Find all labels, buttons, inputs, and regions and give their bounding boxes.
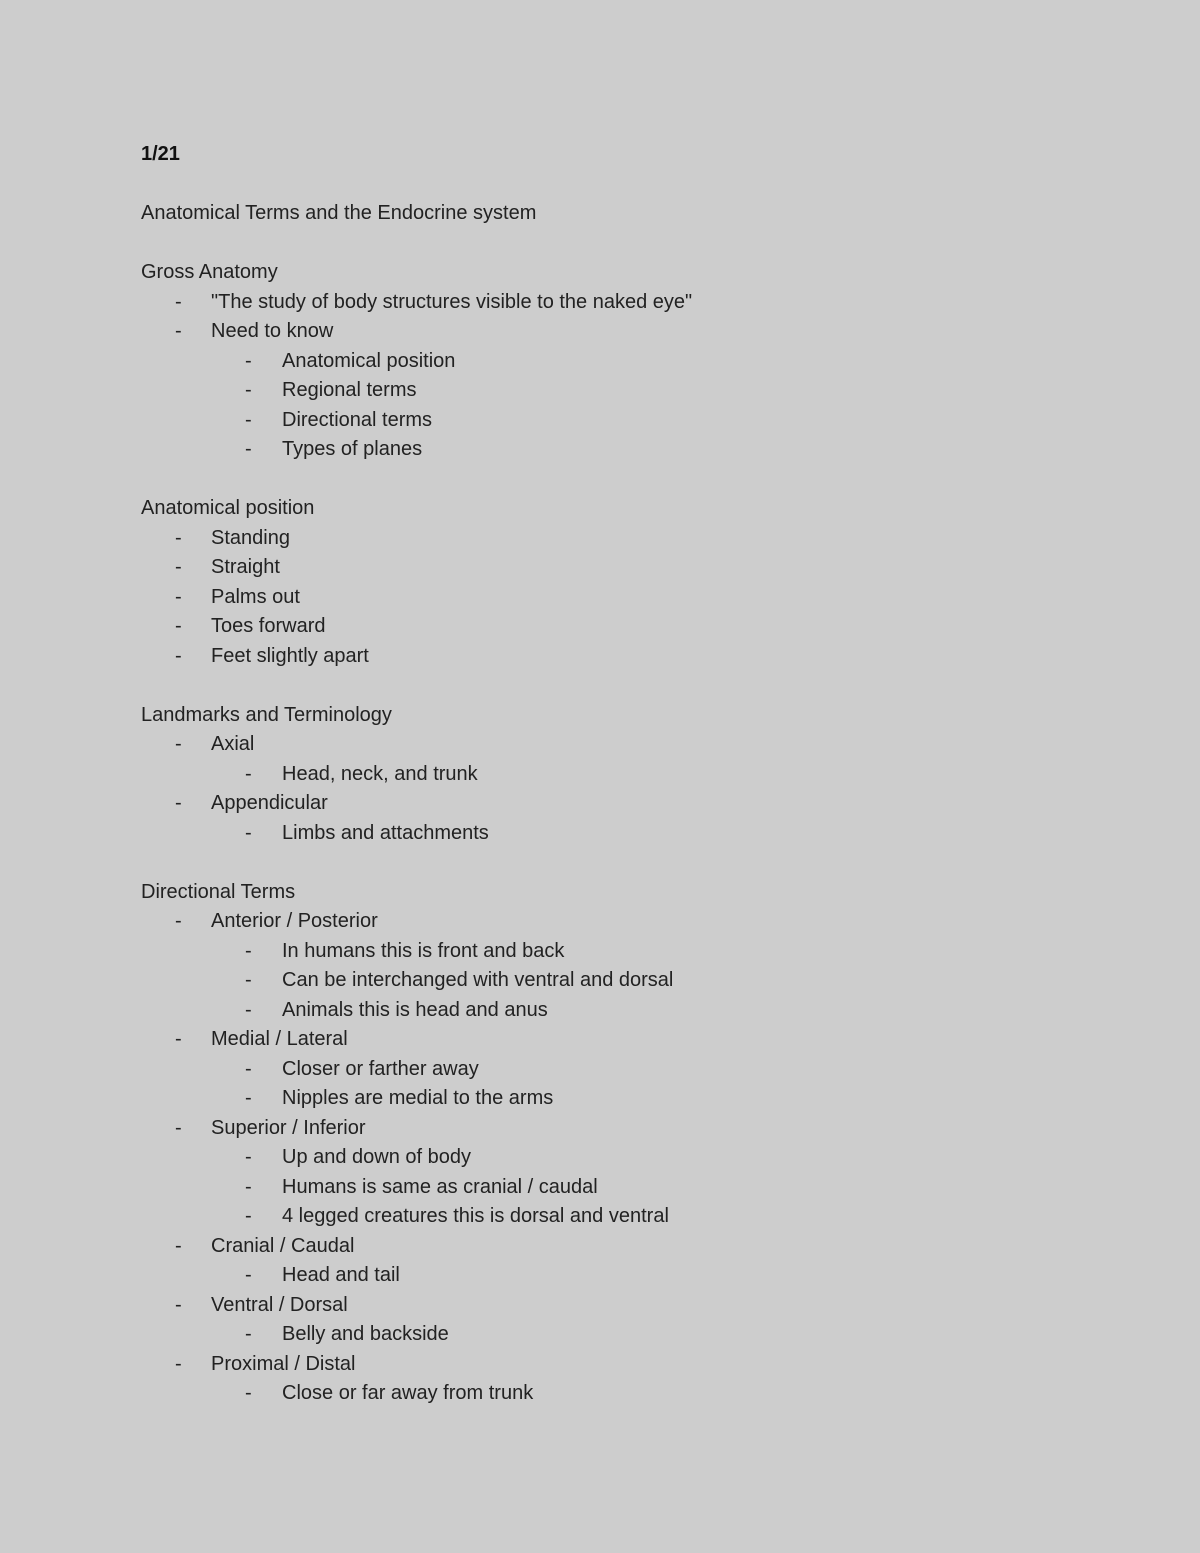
list-item xyxy=(141,524,1141,554)
list-item-text: Cranial / Caudal xyxy=(211,1234,355,1257)
sub-list-item-text: Nipples are medial to the arms xyxy=(282,1087,554,1109)
bullet-dash: - xyxy=(175,556,182,578)
section-spacer xyxy=(141,465,1141,495)
sub-list-item-text: Humans is same as cranial / caudal xyxy=(282,1175,598,1198)
sub-list-item xyxy=(141,347,1141,377)
bullet-dash: - xyxy=(175,1028,182,1050)
bullet-dash: - xyxy=(245,998,252,1021)
sub-list-item-text: Can be interchanged with ventral and dorsal xyxy=(282,969,674,991)
sub-list-item xyxy=(141,1379,1141,1409)
sub-list-item-text: Limbs and attachments xyxy=(282,821,489,844)
bullet-dash: - xyxy=(245,1146,252,1168)
bullet-dash: - xyxy=(245,408,252,431)
bullet-dash: - xyxy=(175,526,182,549)
list-item xyxy=(141,317,1141,347)
section-spacer xyxy=(141,671,1141,701)
sub-list-item xyxy=(141,1143,1141,1173)
list-item xyxy=(141,1291,1141,1321)
sub-list-item xyxy=(141,1173,1141,1203)
bullet-dash: - xyxy=(245,1323,252,1345)
list-item-text: Standing xyxy=(211,526,290,549)
bullet-dash: - xyxy=(175,1293,182,1316)
list-item-text: Axial xyxy=(211,733,255,755)
sub-list-item xyxy=(141,1261,1141,1291)
sub-list-item xyxy=(141,1202,1141,1232)
bullet-dash: - xyxy=(245,1205,252,1227)
sub-list-item xyxy=(141,996,1141,1026)
bullet-dash: - xyxy=(245,969,252,991)
sub-list-item xyxy=(141,435,1141,465)
sub-list-item-text: Closer or farther away xyxy=(282,1057,479,1080)
bullet-dash: - xyxy=(245,762,252,785)
sub-list-item xyxy=(141,406,1141,436)
bullet-dash: - xyxy=(245,379,252,401)
bullet-dash: - xyxy=(175,910,182,932)
list-item xyxy=(141,583,1141,613)
bullet-dash: - xyxy=(245,1057,252,1080)
document-title: Anatomical Terms and the Endocrine system xyxy=(141,202,537,224)
bullet-dash: - xyxy=(175,1234,182,1257)
bullet-dash: - xyxy=(175,1116,182,1139)
note-date: 1/21 xyxy=(141,143,180,165)
list-item-text: Feet slightly apart xyxy=(211,644,369,667)
notes-body xyxy=(141,229,1141,1409)
section-spacer xyxy=(141,229,1141,259)
bullet-dash: - xyxy=(175,585,182,608)
section-heading: Landmarks and Terminology xyxy=(141,703,392,726)
bullet-dash: - xyxy=(175,733,182,755)
sub-list-item-text: Up and down of body xyxy=(282,1146,472,1168)
list-item-text: Appendicular xyxy=(211,792,328,814)
list-item-text: Palms out xyxy=(211,585,300,608)
sub-list-item-text: In humans this is front and back xyxy=(282,939,565,962)
list-item-text: "The study of body structures visible to the naked eye" xyxy=(211,290,693,313)
sub-list-item xyxy=(141,760,1141,790)
section-spacer xyxy=(141,848,1141,878)
section-heading: Anatomical position xyxy=(141,497,315,519)
sub-list-item-text: Head, neck, and trunk xyxy=(282,762,478,785)
list-item xyxy=(141,1350,1141,1380)
list-item-text: Superior / Inferior xyxy=(211,1116,366,1139)
list-item-text: Proximal / Distal xyxy=(211,1352,356,1375)
list-item-text: Toes forward xyxy=(211,615,326,637)
list-item xyxy=(141,288,1141,318)
bullet-dash: - xyxy=(245,821,252,844)
notes-page xyxy=(141,140,1141,1409)
list-item-text: Medial / Lateral xyxy=(211,1028,348,1050)
bullet-dash: - xyxy=(175,615,182,637)
bullet-dash: - xyxy=(245,1175,252,1198)
list-item xyxy=(141,612,1141,642)
list-item xyxy=(141,1232,1141,1262)
bullet-dash: - xyxy=(175,644,182,667)
sub-list-item-text: 4 legged creatures this is dorsal and ventral xyxy=(282,1205,669,1227)
list-item-text: Anterior / Posterior xyxy=(211,910,378,932)
bullet-dash: - xyxy=(175,320,182,342)
bullet-dash: - xyxy=(245,1382,252,1404)
sub-list-item-text: Animals this is head and anus xyxy=(282,998,548,1021)
sub-list-item-text: Head and tail xyxy=(282,1264,400,1286)
list-item xyxy=(141,1114,1141,1144)
bullet-dash: - xyxy=(245,349,252,372)
sub-list-item-text: Close or far away from trunk xyxy=(282,1382,534,1404)
sub-list-item-text: Belly and backside xyxy=(282,1323,449,1345)
bullet-dash: - xyxy=(175,792,182,814)
sub-list-item xyxy=(141,966,1141,996)
list-item xyxy=(141,642,1141,672)
sub-list-item xyxy=(141,819,1141,849)
section-heading: Directional Terms xyxy=(141,880,296,903)
bullet-dash: - xyxy=(175,290,182,313)
list-item-text: Ventral / Dorsal xyxy=(211,1293,348,1316)
bullet-dash: - xyxy=(245,1264,252,1286)
list-item xyxy=(141,789,1141,819)
sub-list-item-text: Directional terms xyxy=(282,408,433,431)
sub-list-item xyxy=(141,1084,1141,1114)
list-item xyxy=(141,1025,1141,1055)
list-item-text: Straight xyxy=(211,556,280,578)
list-item-text: Need to know xyxy=(211,320,334,342)
bullet-dash: - xyxy=(245,939,252,962)
section-heading: Gross Anatomy xyxy=(141,261,278,283)
sub-list-item-text: Regional terms xyxy=(282,379,417,401)
bullet-dash: - xyxy=(245,438,252,460)
bullet-dash: - xyxy=(245,1087,252,1109)
sub-list-item-text: Anatomical position xyxy=(282,349,456,372)
list-item xyxy=(141,907,1141,937)
list-item xyxy=(141,730,1141,760)
bullet-dash: - xyxy=(175,1352,182,1375)
sub-list-item-text: Types of planes xyxy=(282,438,423,460)
sub-list-item xyxy=(141,937,1141,967)
list-item xyxy=(141,553,1141,583)
sub-list-item xyxy=(141,376,1141,406)
sub-list-item xyxy=(141,1055,1141,1085)
sub-list-item xyxy=(141,1320,1141,1350)
spacer xyxy=(141,170,1141,200)
